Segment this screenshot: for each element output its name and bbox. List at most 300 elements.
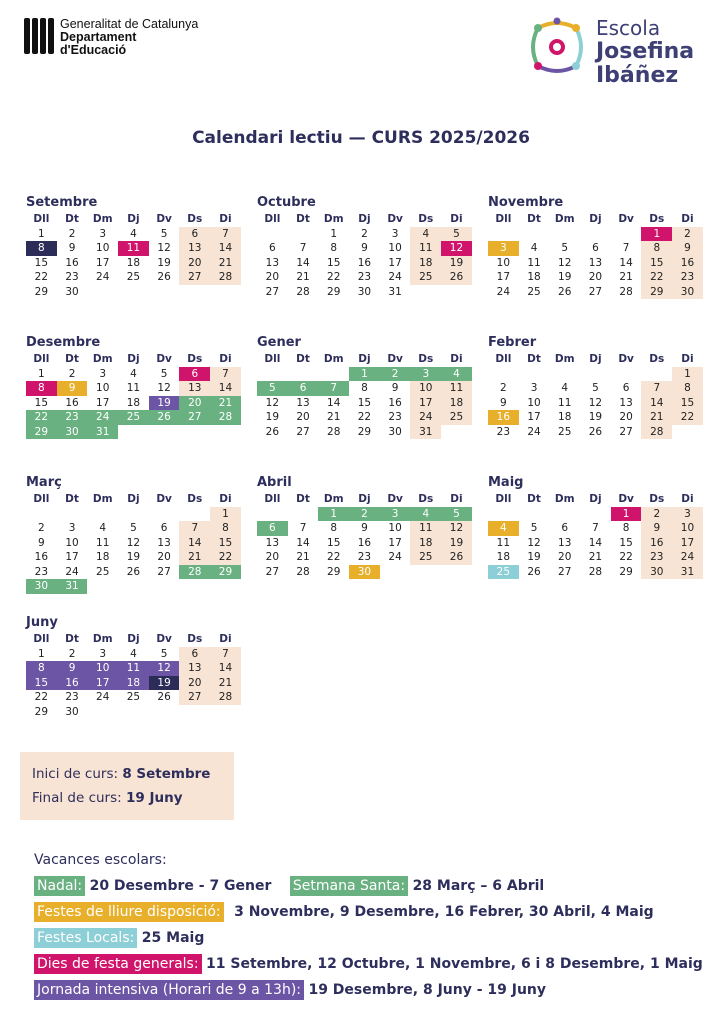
day-cell: 10 xyxy=(496,256,511,269)
day-cell: 28 xyxy=(210,410,241,425)
weekday-header: Ds xyxy=(649,493,665,505)
day-cell: 9 xyxy=(391,382,399,394)
day-cell: 16 xyxy=(357,256,372,269)
day-cell: 12 xyxy=(157,242,171,254)
day-cell: 3 xyxy=(672,507,703,522)
school-line3: Ibáñez xyxy=(596,63,679,88)
legend-heading: Vacances escolars: xyxy=(34,852,167,868)
weekday-header: Dj xyxy=(358,213,371,225)
empty-cell xyxy=(87,507,118,522)
day-cell: 5 xyxy=(160,367,168,380)
weekday-header: Dm xyxy=(92,633,113,645)
day-cell: 23 xyxy=(57,410,88,425)
weekday-header: Dj xyxy=(589,353,602,365)
day-cell: 7 xyxy=(179,521,210,536)
weekday-header: Ds xyxy=(187,213,203,225)
empty-cell xyxy=(288,507,319,522)
weekday-header: Di xyxy=(681,353,694,365)
day-cell: 4 xyxy=(130,367,137,380)
empty-cell xyxy=(118,507,149,522)
day-cell: 4 xyxy=(561,382,569,394)
day-cell: 7 xyxy=(622,242,630,254)
day-cell: 30 xyxy=(26,579,57,594)
day-cell: 15 xyxy=(327,256,341,269)
day-cell: 2 xyxy=(68,227,76,240)
empty-cell xyxy=(257,227,288,242)
weekday-header: Di xyxy=(450,353,463,365)
day-cell: 2 xyxy=(68,367,76,380)
day-cell: 10 xyxy=(388,522,402,534)
legend-value-setmana-santa: 28 Març – 6 Abril xyxy=(412,878,545,894)
day-cell: 20 xyxy=(588,271,603,283)
day-cell: 28 xyxy=(619,285,633,298)
weekday-header: Di xyxy=(219,353,232,365)
legend-row-nadal xyxy=(34,874,714,900)
day-cell: 27 xyxy=(265,565,280,578)
day-cell: 9 xyxy=(57,381,88,396)
legend xyxy=(34,848,714,1004)
day-cell: 7 xyxy=(299,522,307,534)
weekday-header: Dll xyxy=(33,633,50,645)
weekday-header: Dj xyxy=(589,213,602,225)
day-cell: 12 xyxy=(527,536,541,549)
day-cell: 25 xyxy=(558,425,572,438)
empty-cell xyxy=(611,367,642,382)
day-cell: 15 xyxy=(357,396,372,409)
day-cell: 2 xyxy=(641,507,672,522)
day-cell: 6 xyxy=(592,242,599,254)
day-cell: 25 xyxy=(410,270,441,285)
weekday-header: Dll xyxy=(33,213,50,225)
day-cell: 17 xyxy=(496,271,511,283)
day-cell: 17 xyxy=(410,396,441,411)
month-grid xyxy=(488,212,703,299)
day-cell: 18 xyxy=(126,396,141,409)
day-cell: 30 xyxy=(65,705,79,718)
legend-chip-local: Festes Locals: xyxy=(34,928,137,948)
day-cell: 23 xyxy=(496,425,511,438)
day-cell: 9 xyxy=(68,242,76,254)
day-cell: 31 xyxy=(87,425,118,440)
day-cell: 23 xyxy=(357,551,372,563)
empty-cell xyxy=(611,227,642,242)
day-cell: 5 xyxy=(592,382,599,394)
day-cell: 11 xyxy=(496,536,511,549)
day-cell: 2 xyxy=(68,647,76,660)
day-cell: 4 xyxy=(130,227,137,240)
day-cell: 6 xyxy=(257,521,288,536)
day-cell: 18 xyxy=(126,256,141,269)
gencat-line3: d'Educació xyxy=(60,43,127,57)
day-cell: 31 xyxy=(388,285,402,298)
day-cell: 23 xyxy=(672,270,703,285)
day-cell: 1 xyxy=(641,227,672,242)
month-gener xyxy=(257,334,472,439)
day-cell: 5 xyxy=(441,507,472,522)
weekday-header: Dt xyxy=(65,213,79,225)
empty-cell xyxy=(549,227,580,242)
day-cell: 30 xyxy=(388,425,402,438)
school-name xyxy=(596,16,694,88)
legend-row-festa xyxy=(34,952,714,978)
month-name: Octubre xyxy=(257,195,316,210)
day-cell: 21 xyxy=(210,676,241,691)
day-cell: 27 xyxy=(179,690,210,705)
course-start xyxy=(20,752,234,782)
day-cell: 29 xyxy=(619,565,633,578)
day-cell: 20 xyxy=(619,411,633,423)
day-cell: 3 xyxy=(99,367,107,380)
day-cell: 18 xyxy=(527,271,541,283)
day-cell: 17 xyxy=(388,256,402,269)
day-cell: 12 xyxy=(157,382,171,394)
weekday-header: Dt xyxy=(527,353,541,365)
weekday-header: Dj xyxy=(127,213,140,225)
day-cell: 29 xyxy=(327,565,341,578)
day-cell: 22 xyxy=(34,271,49,283)
empty-cell xyxy=(318,367,349,382)
day-cell: 10 xyxy=(527,396,541,409)
empty-cell xyxy=(488,227,519,242)
weekday-header: Di xyxy=(450,213,463,225)
day-cell: 14 xyxy=(296,256,310,269)
day-cell: 13 xyxy=(179,661,210,676)
day-cell: 19 xyxy=(126,551,141,563)
month-grid xyxy=(26,632,241,719)
day-cell: 28 xyxy=(296,565,310,578)
day-cell: 6 xyxy=(288,381,319,396)
empty-cell xyxy=(580,367,611,382)
day-cell: 2 xyxy=(349,507,380,522)
weekday-header: Di xyxy=(681,213,694,225)
day-cell: 13 xyxy=(179,241,210,256)
weekday-header: Dv xyxy=(618,493,634,505)
day-cell: 22 xyxy=(641,270,672,285)
day-cell: 17 xyxy=(672,536,703,551)
legend-chip-setmana-santa: Setmana Santa: xyxy=(290,876,408,896)
day-cell: 29 xyxy=(26,425,57,440)
day-cell: 28 xyxy=(641,425,672,440)
day-cell: 19 xyxy=(441,536,472,551)
legend-value-intensiva: 19 Desembre, 8 Juny - 19 Juny xyxy=(308,982,547,998)
weekday-header: Dt xyxy=(65,353,79,365)
day-cell: 13 xyxy=(265,536,280,549)
day-cell: 27 xyxy=(619,425,633,438)
day-cell: 14 xyxy=(210,381,241,396)
weekday-header: Ds xyxy=(187,633,203,645)
day-cell: 2 xyxy=(672,227,703,242)
day-cell: 2 xyxy=(380,367,411,382)
day-cell: 15 xyxy=(672,396,703,411)
day-cell: 15 xyxy=(641,256,672,271)
day-cell: 27 xyxy=(179,270,210,285)
weekday-header: Di xyxy=(219,633,232,645)
day-cell: 22 xyxy=(210,550,241,565)
day-cell: 7 xyxy=(318,381,349,396)
weekday-header: Dv xyxy=(618,353,634,365)
day-cell: 20 xyxy=(179,396,210,411)
day-cell: 11 xyxy=(410,241,441,256)
weekday-header: Dll xyxy=(495,353,512,365)
day-cell: 3 xyxy=(68,522,76,534)
day-cell: 25 xyxy=(527,285,541,298)
legend-value-local: 25 Maig xyxy=(141,930,205,946)
day-cell: 3 xyxy=(410,367,441,382)
weekday-header: Dm xyxy=(554,213,575,225)
day-cell: 15 xyxy=(327,536,341,549)
weekday-header: Ds xyxy=(418,353,434,365)
day-cell: 21 xyxy=(588,551,603,563)
day-cell: 13 xyxy=(157,536,171,549)
weekday-header: Dj xyxy=(127,493,140,505)
empty-cell xyxy=(488,507,519,522)
legend-value-lliure: 3 Novembre, 9 Desembre, 16 Febrer, 30 Abril, 4 Maig xyxy=(234,904,654,920)
day-cell: 23 xyxy=(65,691,79,703)
day-cell: 5 xyxy=(160,227,168,240)
day-cell: 14 xyxy=(179,536,210,551)
day-cell: 29 xyxy=(327,285,341,298)
day-cell: 5 xyxy=(530,522,538,534)
day-cell: 16 xyxy=(641,536,672,551)
day-cell: 27 xyxy=(558,565,572,578)
day-cell: 15 xyxy=(26,676,57,691)
day-cell: 17 xyxy=(65,551,79,563)
day-cell: 21 xyxy=(619,271,633,283)
day-cell: 28 xyxy=(327,425,341,438)
weekday-header: Dv xyxy=(156,213,172,225)
day-cell: 26 xyxy=(441,550,472,565)
day-cell: 7 xyxy=(592,522,599,534)
day-cell: 8 xyxy=(622,522,630,534)
weekday-header: Dm xyxy=(92,213,113,225)
legend-value-festa: 11 Setembre, 12 Octubre, 1 Novembre, 6 i 8 Desembre, 1 Maig xyxy=(206,956,703,972)
day-cell: 10 xyxy=(87,661,118,676)
day-cell: 5 xyxy=(257,381,288,396)
weekday-header: Ds xyxy=(649,353,665,365)
day-cell: 24 xyxy=(96,691,110,703)
legend-row-local xyxy=(34,926,714,952)
weekday-header: Dv xyxy=(156,353,172,365)
day-cell: 29 xyxy=(641,285,672,300)
weekday-header: Dt xyxy=(296,353,310,365)
day-cell: 9 xyxy=(57,661,88,676)
weekday-header: Dll xyxy=(495,493,512,505)
day-cell: 21 xyxy=(296,551,310,563)
day-cell: 16 xyxy=(672,256,703,271)
weekday-header: Dm xyxy=(323,493,344,505)
weekday-header: Dj xyxy=(589,493,602,505)
day-cell: 12 xyxy=(441,521,472,536)
day-cell: 15 xyxy=(210,536,241,551)
day-cell: 26 xyxy=(157,691,171,703)
day-cell: 25 xyxy=(118,410,149,425)
day-cell: 20 xyxy=(157,551,171,563)
day-cell: 12 xyxy=(126,536,141,549)
day-cell: 1 xyxy=(611,507,642,522)
course-end-label: Final de curs: xyxy=(32,790,126,806)
day-cell: 17 xyxy=(388,536,402,549)
day-cell: 22 xyxy=(327,271,341,283)
weekday-header: Dll xyxy=(33,493,50,505)
month-grid xyxy=(26,492,241,594)
weekday-header: Dm xyxy=(554,493,575,505)
month-octubre xyxy=(257,194,472,299)
day-cell: 30 xyxy=(641,565,672,580)
day-cell: 9 xyxy=(361,522,368,534)
day-cell: 18 xyxy=(441,396,472,411)
weekday-header: Dll xyxy=(264,493,281,505)
empty-cell xyxy=(641,367,672,382)
day-cell: 19 xyxy=(558,271,572,283)
day-cell: 7 xyxy=(210,647,241,662)
day-cell: 21 xyxy=(179,550,210,565)
day-cell: 6 xyxy=(622,382,630,394)
legend-chip-intensiva: Jornada intensiva (Horari de 9 a 13h): xyxy=(34,980,304,1000)
day-cell: 3 xyxy=(380,507,411,522)
day-cell: 1 xyxy=(38,367,45,380)
month-marc xyxy=(26,474,241,594)
day-cell: 21 xyxy=(210,256,241,271)
day-cell: 10 xyxy=(96,382,110,394)
weekday-header: Dv xyxy=(387,493,403,505)
day-cell: 24 xyxy=(65,565,79,578)
course-dates-box xyxy=(20,752,234,820)
day-cell: 16 xyxy=(488,410,519,425)
day-cell: 9 xyxy=(500,396,507,409)
day-cell: 5 xyxy=(561,242,569,254)
gencat-line2: Departament xyxy=(60,30,137,44)
day-cell: 22 xyxy=(327,551,341,563)
day-cell: 10 xyxy=(672,521,703,536)
empty-cell xyxy=(57,507,88,522)
day-cell: 23 xyxy=(641,550,672,565)
day-cell: 6 xyxy=(179,367,210,382)
day-cell: 4 xyxy=(130,647,137,660)
month-grid xyxy=(257,352,472,439)
weekday-header: Dll xyxy=(33,353,50,365)
empty-cell xyxy=(26,507,57,522)
empty-cell xyxy=(488,367,519,382)
day-cell: 18 xyxy=(410,536,441,551)
day-cell: 20 xyxy=(179,676,210,691)
course-start-label: Inici de curs: xyxy=(32,766,123,782)
day-cell: 22 xyxy=(34,691,49,703)
day-cell: 29 xyxy=(34,705,49,718)
day-cell: 19 xyxy=(149,396,180,411)
day-cell: 26 xyxy=(265,425,280,438)
day-cell: 6 xyxy=(269,242,276,254)
day-cell: 26 xyxy=(149,410,180,425)
day-cell: 23 xyxy=(357,271,372,283)
month-name: Maig xyxy=(488,475,524,490)
day-cell: 2 xyxy=(38,522,45,534)
weekday-header: Ds xyxy=(187,493,203,505)
day-cell: 9 xyxy=(38,536,45,549)
month-abril xyxy=(257,474,472,579)
month-grid xyxy=(257,212,472,299)
day-cell: 30 xyxy=(57,425,88,440)
day-cell: 8 xyxy=(26,241,57,256)
day-cell: 23 xyxy=(34,565,49,578)
day-cell: 20 xyxy=(265,551,280,563)
day-cell: 11 xyxy=(527,256,541,269)
weekday-header: Ds xyxy=(418,493,434,505)
course-end-value: 19 Juny xyxy=(125,790,183,806)
month-grid xyxy=(488,492,703,579)
day-cell: 8 xyxy=(26,661,57,676)
day-cell: 31 xyxy=(410,425,441,440)
day-cell: 23 xyxy=(388,411,402,423)
day-cell: 1 xyxy=(318,507,349,522)
day-cell: 19 xyxy=(527,551,541,563)
day-cell: 25 xyxy=(96,565,110,578)
weekday-header: Dj xyxy=(358,493,371,505)
day-cell: 20 xyxy=(558,551,572,563)
day-cell: 2 xyxy=(500,382,507,394)
day-cell: 19 xyxy=(588,411,603,423)
weekday-header: Di xyxy=(219,493,232,505)
day-cell: 13 xyxy=(558,536,572,549)
weekday-header: Dj xyxy=(127,353,140,365)
empty-cell xyxy=(288,367,319,382)
month-desembre xyxy=(26,334,241,439)
month-name: Desembre xyxy=(26,335,101,350)
empty-cell xyxy=(580,507,611,522)
day-cell: 21 xyxy=(327,411,341,423)
day-cell: 27 xyxy=(179,410,210,425)
day-cell: 27 xyxy=(296,425,310,438)
weekday-header: Dv xyxy=(156,633,172,645)
page-title: Calendari lectiu — CURS 2025/2026 xyxy=(192,128,530,148)
day-cell: 13 xyxy=(179,381,210,396)
month-setembre xyxy=(26,194,241,299)
day-cell: 29 xyxy=(210,565,241,580)
day-cell: 1 xyxy=(349,367,380,382)
day-cell: 30 xyxy=(672,285,703,300)
day-cell: 4 xyxy=(530,242,538,254)
day-cell: 15 xyxy=(619,536,633,549)
month-grid xyxy=(26,352,241,439)
day-cell: 11 xyxy=(118,661,149,676)
day-cell: 10 xyxy=(410,381,441,396)
month-grid xyxy=(488,352,703,439)
weekday-header: Dt xyxy=(527,493,541,505)
month-name: Març xyxy=(26,475,62,490)
month-grid xyxy=(26,212,241,299)
day-cell: 2 xyxy=(361,227,368,240)
day-cell: 27 xyxy=(157,565,171,578)
weekday-header: Dm xyxy=(323,353,344,365)
day-cell: 11 xyxy=(410,521,441,536)
empty-cell xyxy=(549,507,580,522)
day-cell: 30 xyxy=(349,565,380,580)
day-cell: 13 xyxy=(619,396,633,409)
day-cell: 19 xyxy=(149,676,180,691)
day-cell: 9 xyxy=(361,242,368,254)
gencat-text xyxy=(60,18,198,57)
day-cell: 14 xyxy=(296,536,310,549)
day-cell: 20 xyxy=(179,256,210,271)
day-cell: 5 xyxy=(130,522,137,534)
day-cell: 6 xyxy=(179,227,210,242)
day-cell: 24 xyxy=(388,551,402,563)
day-cell: 16 xyxy=(65,396,79,409)
gencat-emblem-icon xyxy=(24,18,54,54)
weekday-header: Dj xyxy=(127,633,140,645)
day-cell: 10 xyxy=(65,536,79,549)
month-name: Abril xyxy=(257,475,292,490)
day-cell: 3 xyxy=(488,241,519,256)
